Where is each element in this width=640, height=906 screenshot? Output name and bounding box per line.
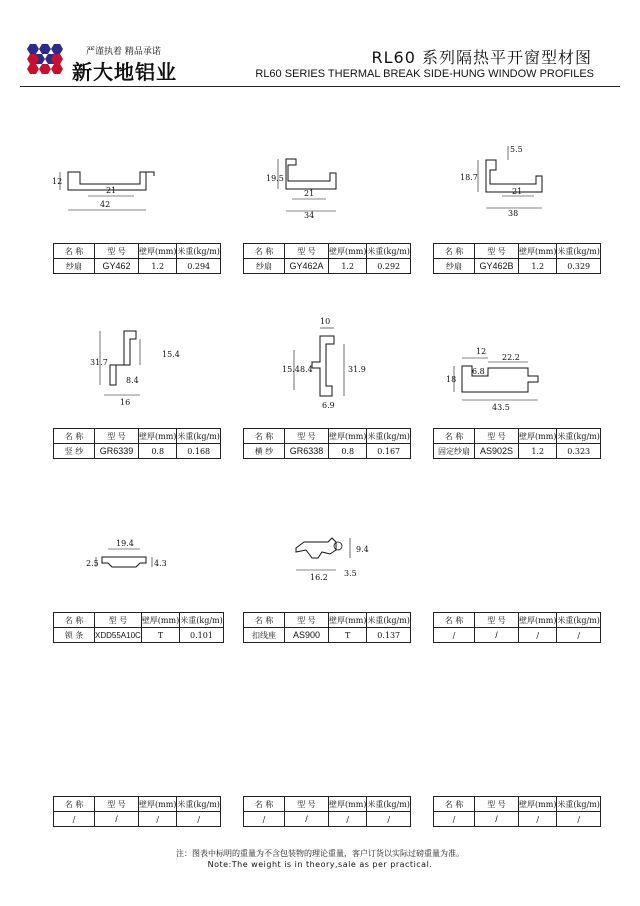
footer-note-en: Note:The weight is in theory,sale as per practical. bbox=[207, 860, 433, 869]
profile-model: / bbox=[285, 812, 329, 827]
spec-table-xdd55a10c bbox=[53, 612, 224, 643]
spec-table-gr6338 bbox=[243, 428, 411, 459]
header-thickness: 壁厚(mm) bbox=[329, 429, 367, 444]
header-model: 型 号 bbox=[95, 797, 139, 812]
dim-label: 22.2 bbox=[502, 353, 520, 362]
profile-weight: 0.168 bbox=[177, 444, 221, 459]
profile-model: AS902S bbox=[475, 444, 519, 459]
spec-table-as902s bbox=[433, 428, 601, 459]
profile-weight: / bbox=[367, 812, 411, 827]
header-weight: 米重(kg/m) bbox=[367, 613, 411, 628]
profile-thickness: / bbox=[519, 812, 557, 827]
profile-name: / bbox=[54, 812, 95, 827]
header-thickness: 壁厚(mm) bbox=[139, 244, 177, 259]
dim-label: 12 bbox=[52, 177, 63, 186]
profile-name: 固定纱扇 bbox=[434, 444, 475, 459]
profile-thickness: 0.8 bbox=[139, 444, 177, 459]
profile-thickness: 1.2 bbox=[139, 259, 177, 274]
dim-label: 9.4 bbox=[356, 545, 369, 554]
dim-label: 5.5 bbox=[510, 145, 523, 154]
profile-name: / bbox=[244, 812, 285, 827]
header-name: 名 称 bbox=[244, 244, 285, 259]
header-name: 名 称 bbox=[434, 429, 475, 444]
header-model: 型 号 bbox=[475, 429, 519, 444]
header-thickness: 壁厚(mm) bbox=[329, 613, 367, 628]
header-model: 型 号 bbox=[285, 429, 329, 444]
spec-table-empty bbox=[243, 796, 411, 827]
header-thickness: 壁厚(mm) bbox=[329, 797, 367, 812]
header-model: 型 号 bbox=[95, 244, 139, 259]
header-model: 型 号 bbox=[95, 429, 139, 444]
dim-label: 19.5 bbox=[266, 174, 284, 183]
profile-thickness: 1.2 bbox=[519, 259, 557, 274]
header-weight: 米重(kg/m) bbox=[367, 797, 411, 812]
dim-label: 15.4 bbox=[162, 350, 180, 359]
header-name: 名 称 bbox=[244, 797, 285, 812]
profile-drawing-xdd55a10c bbox=[84, 535, 174, 575]
spec-table-gr6339 bbox=[53, 428, 221, 459]
header-thickness: 壁厚(mm) bbox=[519, 797, 557, 812]
dim-label: 42 bbox=[100, 200, 111, 209]
header-weight: 米重(kg/m) bbox=[177, 797, 221, 812]
dim-label: 19.4 bbox=[116, 539, 134, 548]
profile-name: 横 纱 bbox=[244, 444, 285, 459]
spec-table-empty bbox=[53, 796, 221, 827]
header-model: 型 号 bbox=[475, 244, 519, 259]
dim-label: 8.4 bbox=[126, 376, 139, 385]
profile-weight: 0.137 bbox=[367, 628, 411, 643]
header-thickness: 壁厚(mm) bbox=[139, 429, 177, 444]
header-thickness: 壁厚(mm) bbox=[519, 613, 557, 628]
dim-label: 43.5 bbox=[492, 403, 510, 412]
page-subtitle: RL60 SERIES THERMAL BREAK SIDE-HUNG WINDOW PROFILES bbox=[255, 68, 594, 80]
dim-label: 6.9 bbox=[322, 401, 335, 410]
profile-drawing-gr6339 bbox=[90, 325, 190, 410]
profile-weight: 0.323 bbox=[557, 444, 601, 459]
profile-model: GY462B bbox=[475, 259, 519, 274]
dim-label: 21 bbox=[512, 187, 523, 196]
dim-label: 4.3 bbox=[154, 559, 167, 568]
profile-thickness: T bbox=[329, 628, 367, 643]
header-name: 名 称 bbox=[54, 797, 95, 812]
spec-table-empty bbox=[433, 796, 601, 827]
header-thickness: 壁厚(mm) bbox=[519, 429, 557, 444]
profile-thickness: / bbox=[139, 812, 177, 827]
header-model: 型 号 bbox=[475, 613, 519, 628]
header-name: 名 称 bbox=[54, 244, 95, 259]
header-name: 名 称 bbox=[434, 244, 475, 259]
spec-table-gy462 bbox=[53, 243, 221, 274]
header-model: 型 号 bbox=[285, 244, 329, 259]
profile-drawing-gy462b bbox=[456, 140, 566, 220]
profile-model: / bbox=[475, 812, 519, 827]
profile-name: / bbox=[434, 628, 475, 643]
dim-label: 18.7 bbox=[460, 173, 478, 182]
profile-name: / bbox=[434, 812, 475, 827]
company-slogan: 严谨执着 精品承诺 bbox=[86, 47, 161, 57]
profile-model: GR6339 bbox=[95, 444, 139, 459]
header-weight: 米重(kg/m) bbox=[557, 429, 601, 444]
dim-label: 16 bbox=[120, 398, 131, 407]
profile-drawing-gr6338 bbox=[280, 310, 390, 415]
profile-model: / bbox=[95, 812, 139, 827]
profile-thickness: 0.8 bbox=[329, 444, 367, 459]
profile-weight: 0.167 bbox=[367, 444, 411, 459]
header-thickness: 壁厚(mm) bbox=[139, 797, 177, 812]
profile-model: GR6338 bbox=[285, 444, 329, 459]
header-weight: 米重(kg/m) bbox=[367, 244, 411, 259]
company-name: 新大地铝业 bbox=[72, 60, 177, 84]
dim-label: 15.4 bbox=[282, 365, 300, 374]
dim-label: 21 bbox=[304, 189, 315, 198]
header-model: 型 号 bbox=[285, 613, 329, 628]
profile-weight: 0.292 bbox=[367, 259, 411, 274]
header-name: 名 称 bbox=[434, 613, 475, 628]
header-divider bbox=[20, 86, 620, 87]
spec-table-as900 bbox=[243, 612, 411, 643]
company-logo-icon bbox=[24, 42, 68, 76]
spec-table-gy462b bbox=[433, 243, 601, 274]
profile-model: XDD55A10C bbox=[95, 628, 142, 643]
page-title: RL60 系列隔热平开窗型材图 bbox=[371, 48, 592, 67]
profile-weight: 0.294 bbox=[177, 259, 221, 274]
profile-thickness: 1.2 bbox=[519, 444, 557, 459]
profile-thickness: T bbox=[141, 628, 179, 643]
footer-note-cn: 注：图表中标明的重量为不含包装物的理论重量，客户订货以实际过磅重量为准。 bbox=[176, 849, 464, 858]
dim-label: 16.2 bbox=[310, 573, 328, 582]
profile-weight: / bbox=[557, 812, 601, 827]
profile-weight: 0.329 bbox=[557, 259, 601, 274]
profile-drawing-gy462a bbox=[264, 155, 374, 220]
dim-label: 10 bbox=[320, 317, 331, 326]
dim-label: 31.7 bbox=[90, 358, 108, 367]
header-thickness: 壁厚(mm) bbox=[519, 244, 557, 259]
header-name: 名 称 bbox=[434, 797, 475, 812]
dim-label: 31.9 bbox=[348, 365, 366, 374]
header-name: 名 称 bbox=[244, 429, 285, 444]
dim-label: 8.4 bbox=[300, 365, 313, 374]
header-weight: 米重(kg/m) bbox=[557, 613, 601, 628]
profile-drawing-gy462 bbox=[50, 160, 170, 220]
dim-label: 3.5 bbox=[344, 569, 357, 578]
profile-thickness: / bbox=[519, 628, 557, 643]
header-model: 型 号 bbox=[95, 613, 142, 628]
header-model: 型 号 bbox=[475, 797, 519, 812]
spec-table-gy462a bbox=[243, 243, 411, 274]
header-name: 名 称 bbox=[54, 429, 95, 444]
header-name: 名 称 bbox=[54, 613, 95, 628]
spec-table-empty bbox=[433, 612, 601, 643]
profile-model: GY462 bbox=[95, 259, 139, 274]
profile-weight: 0.101 bbox=[180, 628, 224, 643]
profile-name: 锁 条 bbox=[54, 628, 95, 643]
profile-drawing-as902s bbox=[446, 340, 576, 415]
header-weight: 米重(kg/m) bbox=[557, 797, 601, 812]
header-name: 名 称 bbox=[244, 613, 285, 628]
profile-model: GY462A bbox=[285, 259, 329, 274]
dim-label: 34 bbox=[304, 211, 315, 220]
profile-name: 纱扇 bbox=[434, 259, 475, 274]
header-thickness: 壁厚(mm) bbox=[329, 244, 367, 259]
profile-thickness: 1.2 bbox=[329, 259, 367, 274]
dim-label: 6.8 bbox=[472, 367, 485, 376]
header-thickness: 壁厚(mm) bbox=[141, 613, 179, 628]
dim-label: 21 bbox=[106, 186, 117, 195]
dim-label: 18 bbox=[446, 375, 457, 384]
dim-label: 2.5 bbox=[86, 559, 99, 568]
profile-drawing-as900 bbox=[282, 528, 392, 588]
header-model: 型 号 bbox=[285, 797, 329, 812]
header-weight: 米重(kg/m) bbox=[367, 429, 411, 444]
header-weight: 米重(kg/m) bbox=[177, 429, 221, 444]
dim-label: 12 bbox=[476, 347, 487, 356]
header-weight: 米重(kg/m) bbox=[557, 244, 601, 259]
profile-weight: / bbox=[557, 628, 601, 643]
profile-name: 竖 纱 bbox=[54, 444, 95, 459]
profile-thickness: / bbox=[329, 812, 367, 827]
header-weight: 米重(kg/m) bbox=[180, 613, 224, 628]
profile-name: 纱扇 bbox=[54, 259, 95, 274]
dim-label: 38 bbox=[508, 209, 519, 218]
profile-model: AS900 bbox=[285, 628, 329, 643]
profile-name: 扣线座 bbox=[244, 628, 285, 643]
profile-weight: / bbox=[177, 812, 221, 827]
profile-name: 纱扇 bbox=[244, 259, 285, 274]
profile-model: / bbox=[475, 628, 519, 643]
header-weight: 米重(kg/m) bbox=[177, 244, 221, 259]
